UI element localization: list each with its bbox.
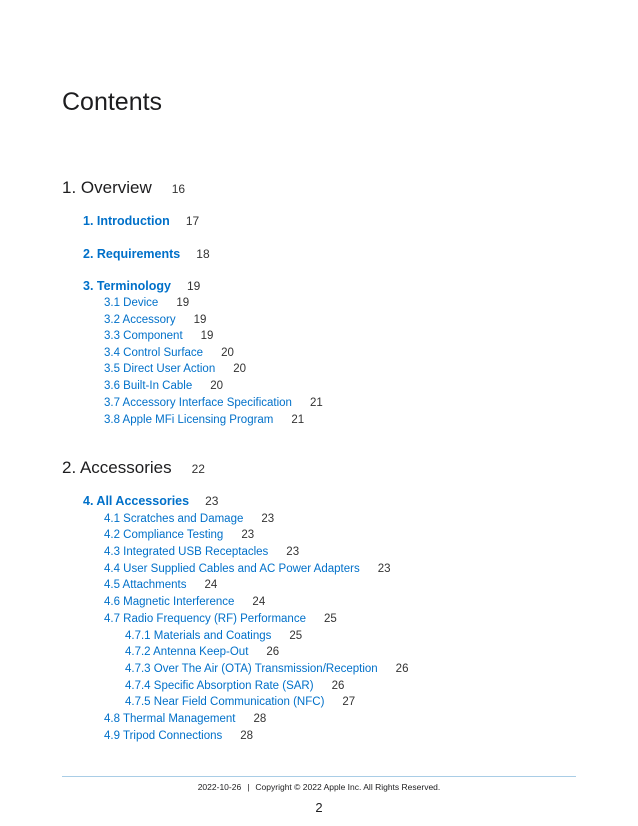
toc-entry-page: 18 [196,247,210,261]
toc-entry-page: 20 [210,380,224,392]
toc-entry-label[interactable]: 4.7.2 Antenna Keep-Out [125,646,249,658]
toc-subsection-link[interactable] [125,646,279,658]
toc-entry-page: 25 [323,613,337,625]
toc-entry-page: 16 [171,182,186,196]
toc-entry-page: 27 [342,696,356,708]
toc-entry-page: 22 [191,462,205,476]
toc-entry-page: 23 [241,529,255,541]
toc-chapter-link[interactable] [83,214,199,228]
toc-chapter-link[interactable] [83,279,200,293]
toc-entry-page: 24 [252,596,266,608]
toc-entry-label[interactable]: 4.1 Scratches and Damage [104,513,244,525]
toc-entry-label: 2. Accessories [62,458,172,477]
toc-entry-page: 19 [200,330,214,342]
toc-entry-page: 24 [204,579,218,591]
toc-section-link[interactable] [104,414,304,426]
toc-entry-label[interactable]: 3.1 Device [104,297,159,309]
toc-section-link[interactable] [104,397,323,409]
toc-entry-label[interactable]: 4.7 Radio Frequency (RF) Performance [104,613,306,625]
toc-section-link[interactable] [104,579,217,591]
toc-entry-label[interactable]: 4.7.4 Specific Absorption Rate (SAR) [125,680,314,692]
toc-entry-label[interactable]: 3. Terminology [83,279,171,293]
footer-separator: | [247,782,250,792]
toc-entry-label: 1. Overview [62,178,152,197]
footer [0,782,638,792]
toc-entry-label[interactable]: 2. Requirements [83,247,181,261]
toc-chapter-link[interactable] [83,247,210,261]
toc-section-link[interactable] [104,730,253,742]
toc-entry-page: 19 [176,297,190,309]
toc-section-link[interactable] [104,347,234,359]
toc-entry-label[interactable]: 3.2 Accessory [104,314,176,326]
toc-part-entry[interactable] [62,458,205,478]
toc-entry-page: 23 [286,546,300,558]
toc-entry-label[interactable]: 4.7.1 Materials and Coatings [125,630,272,642]
toc-section-link[interactable] [104,380,223,392]
toc-entry-label[interactable]: 3.4 Control Surface [104,347,204,359]
toc-subsection-link[interactable] [125,663,408,675]
toc-part-entry[interactable] [62,178,185,198]
toc-section-link[interactable] [104,363,246,375]
toc-subsection-link[interactable] [125,696,355,708]
toc-entry-page: 26 [331,680,345,692]
toc-entry-label[interactable]: 4.4 User Supplied Cables and AC Power Adapters [104,563,360,575]
toc-entry-label[interactable]: 3.6 Built-In Cable [104,380,193,392]
toc-section-link[interactable] [104,596,265,608]
toc-entry-page: 19 [193,314,207,326]
toc-section-link[interactable] [104,546,299,558]
toc-section-link[interactable] [104,297,189,309]
toc-entry-page: 17 [185,214,200,228]
footer-date: 2022-10-26 [197,782,242,792]
toc-entry-label[interactable]: 4.3 Integrated USB Receptacles [104,546,269,558]
toc-entry-label[interactable]: 3.3 Component [104,330,183,342]
footer-copyright: Copyright © 2022 Apple Inc. All Rights Reserved. [255,782,441,792]
toc-entry-label[interactable]: 4. All Accessories [83,494,190,508]
toc-entry-page: 20 [221,347,234,359]
toc-section-link[interactable] [104,330,213,342]
toc-entry-label[interactable]: 3.7 Accessory Interface Specification [104,397,292,409]
toc-entry-page: 28 [253,713,267,725]
toc-entry-label[interactable]: 1. Introduction [83,214,170,228]
toc-section-link[interactable] [104,613,337,625]
toc-entry-label[interactable]: 4.7.3 Over The Air (OTA) Transmission/Reception [125,663,378,675]
toc-subsection-link[interactable] [125,680,344,692]
toc-entry-page: 20 [233,363,247,375]
toc-entry-label[interactable]: 4.9 Tripod Connections [104,730,223,742]
toc-entry-label[interactable]: 4.5 Attachments [104,579,187,591]
page-title: Contents [62,88,163,116]
toc-subsection-link[interactable] [125,630,302,642]
toc-entry-page: 26 [395,663,409,675]
toc-entry-label[interactable]: 4.6 Magnetic Interference [104,596,235,608]
toc-entry-label[interactable]: 4.7.5 Near Field Communication (NFC) [125,696,325,708]
toc-entry-label[interactable]: 4.8 Thermal Management [104,713,236,725]
toc-chapter-link[interactable] [83,494,218,508]
toc-entry-label[interactable]: 3.5 Direct User Action [104,363,216,375]
toc-entry-page: 19 [186,279,201,293]
toc-entry-page: 25 [289,630,303,642]
toc-entry-label[interactable]: 3.8 Apple MFi Licensing Program [104,414,274,426]
toc-entry-page: 23 [377,563,391,575]
toc-entry-page: 28 [240,730,254,742]
toc-entry-page: 23 [205,494,219,508]
page-number: 2 [315,800,323,815]
toc-section-link[interactable] [104,529,254,541]
toc-entry-page: 26 [266,646,280,658]
footer-divider [62,776,576,777]
toc-section-link[interactable] [104,563,391,575]
toc-entry-label[interactable]: 4.2 Compliance Testing [104,529,224,541]
toc-entry-page: 21 [291,414,305,426]
toc-section-link[interactable] [104,513,274,525]
toc-entry-page: 23 [261,513,275,525]
toc-section-link[interactable] [104,713,266,725]
toc-entry-page: 21 [309,397,323,409]
toc-section-link[interactable] [104,314,206,326]
